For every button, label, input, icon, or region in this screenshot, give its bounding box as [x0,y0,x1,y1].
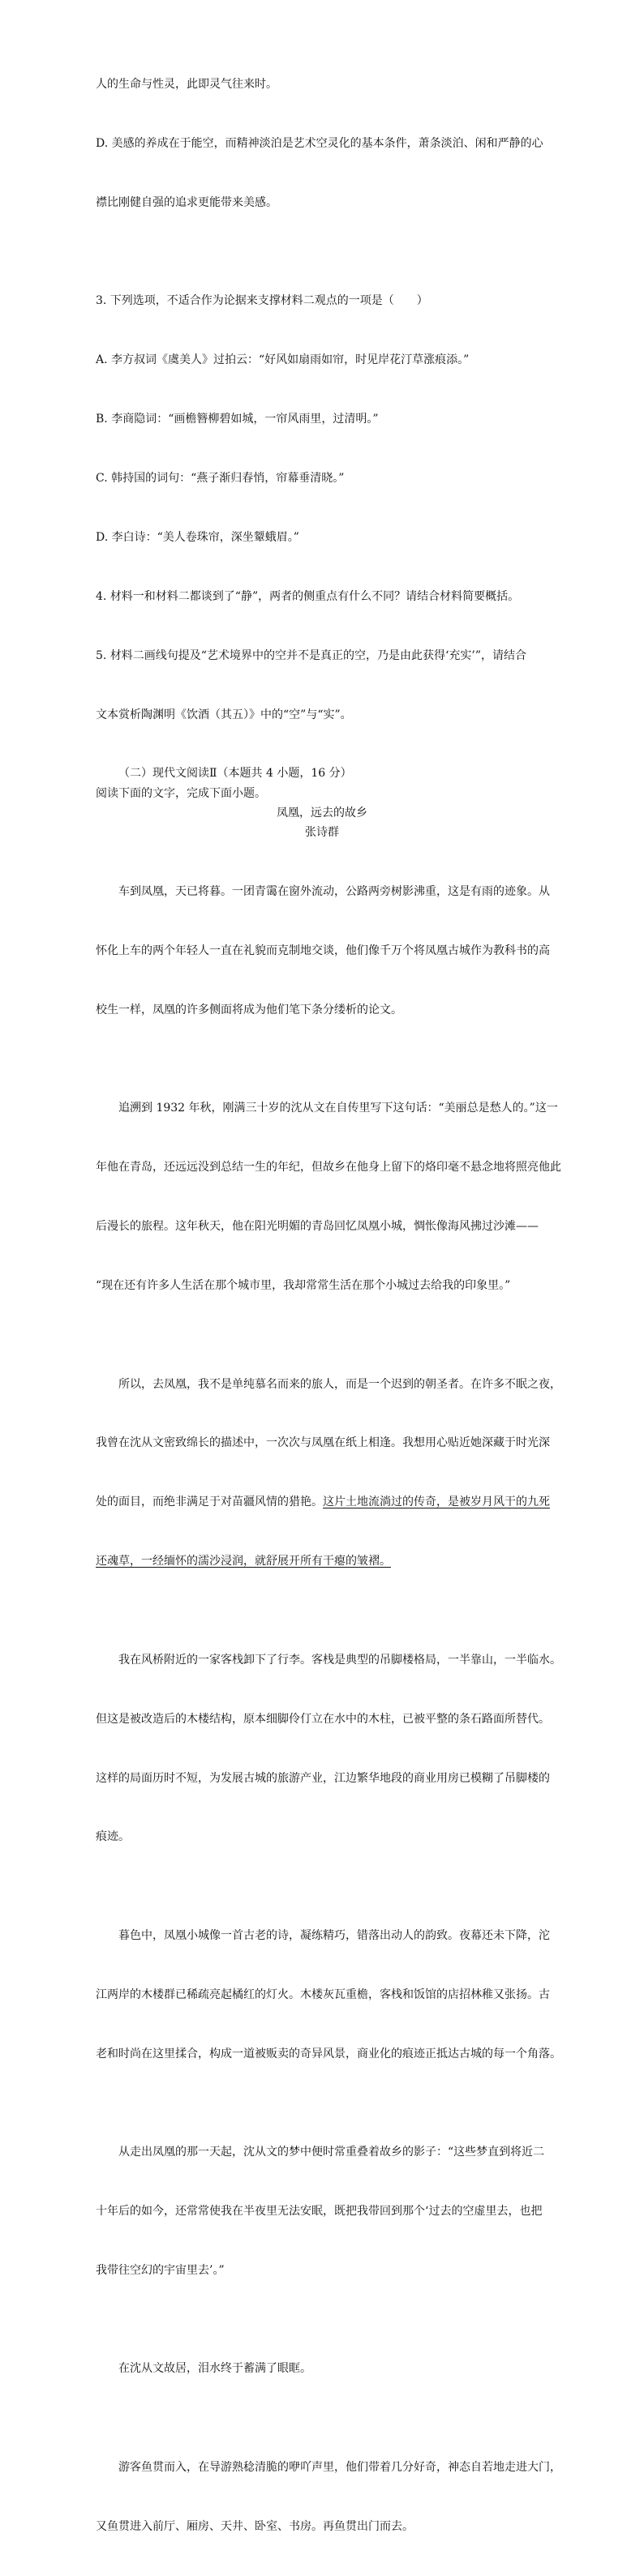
paragraph-1: 车到凤凰，天已将暮。一团青霭在窗外流动，公路两旁树影沸重，这是有雨的迹象。从 怀化上车的两个年轻人一直在礼貌而克制地交谈，他们像千万个将凤凰古城作为教科书的高 校生一样，凤凰的许多侧面将成为他们笔下条分缕析的论文。 [96,885,550,1016]
question-4: 4. 材料一和材料二都谈到了“静”，两者的侧重点有什么不同？请结合材料简要概括。 [96,589,520,603]
article-title: 凤凰，远去的故乡 [277,806,367,819]
article-author: 张诗群 [305,826,339,840]
section-heading: （二）现代文阅读Ⅱ（本题共 4 小题，16 分） [118,767,352,781]
paragraph-6: 从走出凤凰的那一天起，沈从文的梦中便时常重叠着故乡的影子：“这些梦直到将近二 十年后的如今，还常常使我在半夜里无法安眠，既把我带回到那个‘过去的空虚里去，也把 我带往空幻的宇宙里去’。” [96,2146,545,2277]
document-page [96,75,561,2576]
underlined-sentence-cont: 还魂草，一经缅怀的濡沙浸润，就舒展开所有干瘪的皱褶。 [96,1555,391,1568]
option-d: D. 李白诗：“美人卷珠帘，深坐颦蛾眉。” [96,530,299,544]
section-instruction: 阅读下面的文字，完成下面小题。 [96,786,266,800]
paragraph-5: 暮色中，凤凰小城像一首古老的诗，凝练精巧，错落出动人的韵致。夜幕还未下降，沱 江两岸的木楼群已稀疏亮起橘红的灯火。木楼灰瓦重檐，客栈和饭馆的店招林稚又张扬。古 老和时尚在这里揉合，构成一道被贩卖的奇异风景，商业化的痕迹正抵达古城的每一个角落。 [96,1928,561,2060]
option-b: B. 李商隐词：“画檐簪柳碧如城，一帘风雨里，过清明。” [96,413,379,426]
question-3-stem: 3. 下列选项，不适合作为论据来支撑材料二观点的一项是（ ） [96,294,428,308]
option-d: D. 美感的养成在于能空，而精神淡泊是艺术空灵化的基本条件，萧条淡泊、闲和严静的心 襟比刚健自强的追求更能带来美感。 [96,136,543,209]
paragraph-8: 游客鱼贯而入，在导游熟稔清脆的咿吖声里，他们带着几分好奇，神态自若地走进大门， 又鱼贯进入前厅、厢房、天井、卧室、书房。再鱼贯出门而去。 [96,2460,561,2533]
question-3 [96,252,548,587]
question-5: 5. 材料二画线句提及“艺术境界中的空并不是真正的空，乃是由此获得‘充实’”，请结合 文本赏析陶渊明《饮酒（其五）》中的“空”与“实”。 [96,648,527,721]
paragraph-3: 所以，去凤凰，我不是单纯慕名而来的旅人，而是一个迟到的朝圣者。在许多不眠之夜， 我曾在沈从文密致绵长的描述中，一次次与凤凰在纸上相逢。我想用心贴近她深藏于时光深 处的面目，而绝非满足于对苗疆风情的猎艳。这片土地流淌过的传奇，是被岁月风干的九死 还魂草，一经缅怀的濡沙浸润，就舒展开所有干瘪的皱褶。 [96,1377,561,1568]
option-c: C. 韩持国的词句：“燕子渐归春悄，帘幕垂清晓。” [96,471,345,485]
paragraph-7: 在沈从文故居，泪水终于蓄满了眼眶。 [118,2362,311,2376]
underlined-sentence: 这片土地流淌过的传奇，是被岁月风干的九死 [323,1496,550,1509]
option-a: A. 李方叔词《虞美人》过拍云：“好风如扇雨如帘，时见岸花汀草涨痕添。” [96,353,470,367]
paragraph-2: 追溯到 1932 年秋，刚满三十岁的沈从文在自传里写下这句话：“美丽总是愁人的。”这一 年他在青岛，还远远没到总结一生的年纪，但故乡在他身上留下的烙印毫不悬念地将照亮他此 后漫长的旅程。这年秋天，他在阳光明媚的青岛回忆凤凰小城，惆怅像海风拂过沙滩—— “现在还有许多人生活在那个城市里，我却常常生活在那个小城过去给我的印象里。” [96,1102,561,1293]
text-line: 人的生命与性灵，此即灵气往来时。 [96,78,277,91]
paragraph-4: 我在风桥附近的一家客栈卸下了行李。客栈是典型的吊脚楼格局，一半靠山，一半临水。 但这是被改造后的木楼结构，原本细脚伶仃立在水中的木柱，已被平整的条石路面所替代。 这样的局面历时不短，为发展古城的旅游产业，江边繁华地段的商业用房已模糊了吊脚楼的 痕迹。 [96,1653,561,1844]
